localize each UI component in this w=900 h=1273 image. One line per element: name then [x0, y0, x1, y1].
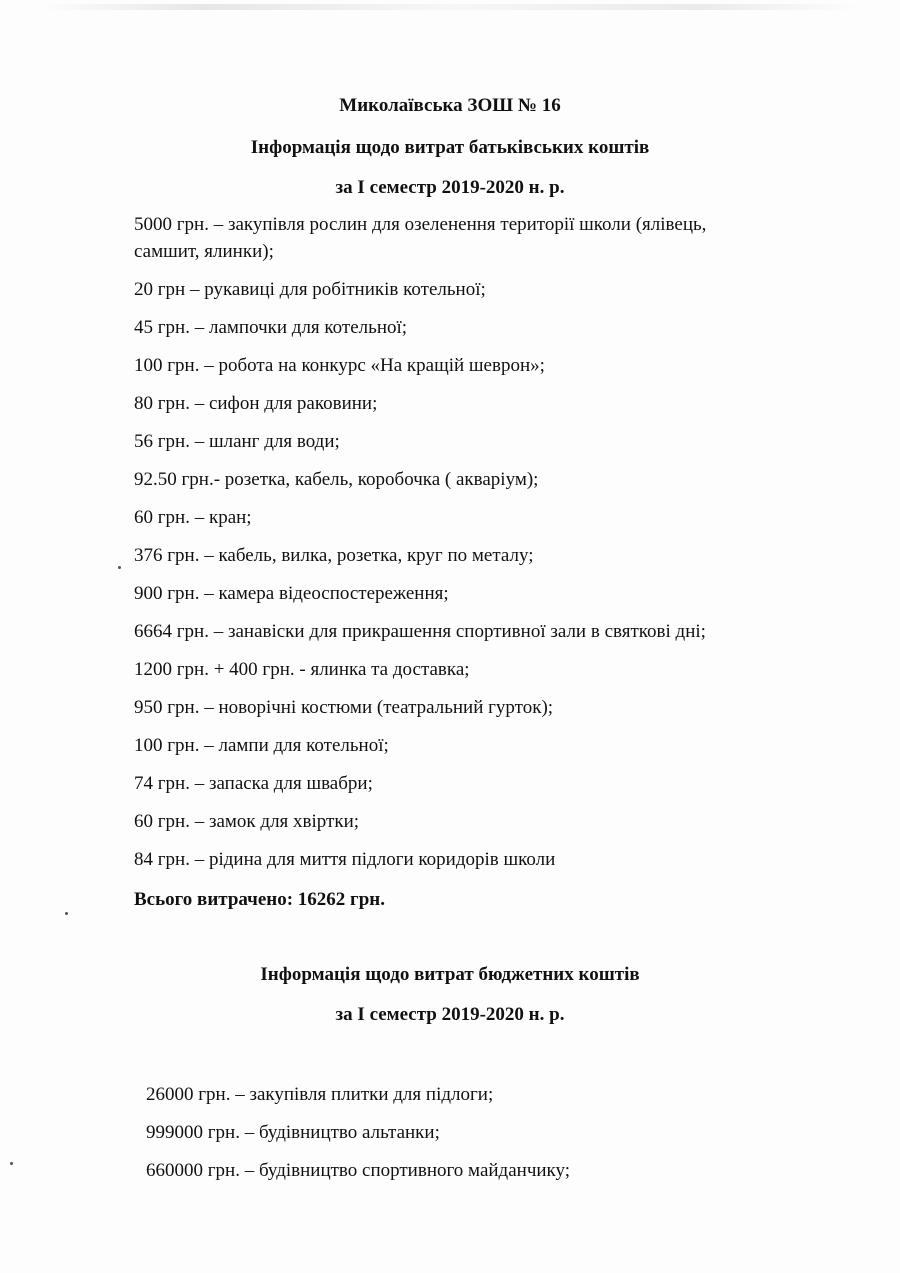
list-item: 100 грн. – лампи для котельної;: [134, 735, 389, 756]
list-item: 660000 грн. – будівництво спортивного майданчику;: [146, 1160, 571, 1181]
list-item: 74 грн. – запаска для швабри;: [134, 773, 373, 794]
budget-title: Інформація щодо витрат бюджетних коштів: [260, 964, 640, 985]
scan-speck: [65, 912, 68, 915]
school-name: Миколаївська ЗОШ № 16: [339, 95, 561, 116]
list-item: 900 грн. – камера відеоспостереження;: [134, 583, 449, 604]
list-item: 20 грн – рукавиці для робітників котельної;: [134, 279, 486, 300]
budget-period: за І семестр 2019-2020 н. р.: [335, 1004, 565, 1025]
scan-speck: [118, 566, 121, 569]
scan-speck: [10, 1162, 13, 1165]
list-item: 45 грн. – лампочки для котельної;: [134, 317, 408, 338]
list-item: самшит, ялинки);: [134, 241, 274, 262]
list-item: 100 грн. – робота на конкурс «На кращій шеврон»;: [134, 355, 545, 376]
list-item: 60 грн. – замок для хвіртки;: [134, 811, 360, 832]
scan-edge: [40, 4, 860, 10]
list-item: 5000 грн. – закупівля рослин для озеленення території школи (ялівець,: [134, 214, 707, 235]
list-item: 999000 грн. – будівництво альтанки;: [146, 1122, 440, 1143]
list-item: 60 грн. – кран;: [134, 507, 252, 528]
list-item: 80 грн. – сифон для раковини;: [134, 393, 378, 414]
list-item: 6664 грн. – занавіски для прикрашення спортивної зали в святкові дні;: [134, 621, 706, 642]
list-item: 1200 грн. + 400 грн. - ялинка та доставка;: [134, 659, 470, 680]
parents-title: Інформація щодо витрат батьківських коштів: [250, 137, 650, 158]
list-item: 26000 грн. – закупівля плитки для підлоги;: [146, 1084, 494, 1105]
list-item: 376 грн. – кабель, вилка, розетка, круг по металу;: [134, 545, 534, 566]
parents-period: за І семестр 2019-2020 н. р.: [335, 177, 565, 198]
list-item: 92.50 грн.- розетка, кабель, коробочка ( акваріум);: [134, 469, 539, 490]
list-item: 84 грн. – рідина для миття підлоги коридорів школи: [134, 849, 556, 870]
parents-total: Всього витрачено: 16262 грн.: [134, 889, 385, 910]
list-item: 56 грн. – шланг для води;: [134, 431, 340, 452]
list-item: 950 грн. – новорічні костюми (театральний гурток);: [134, 697, 554, 718]
